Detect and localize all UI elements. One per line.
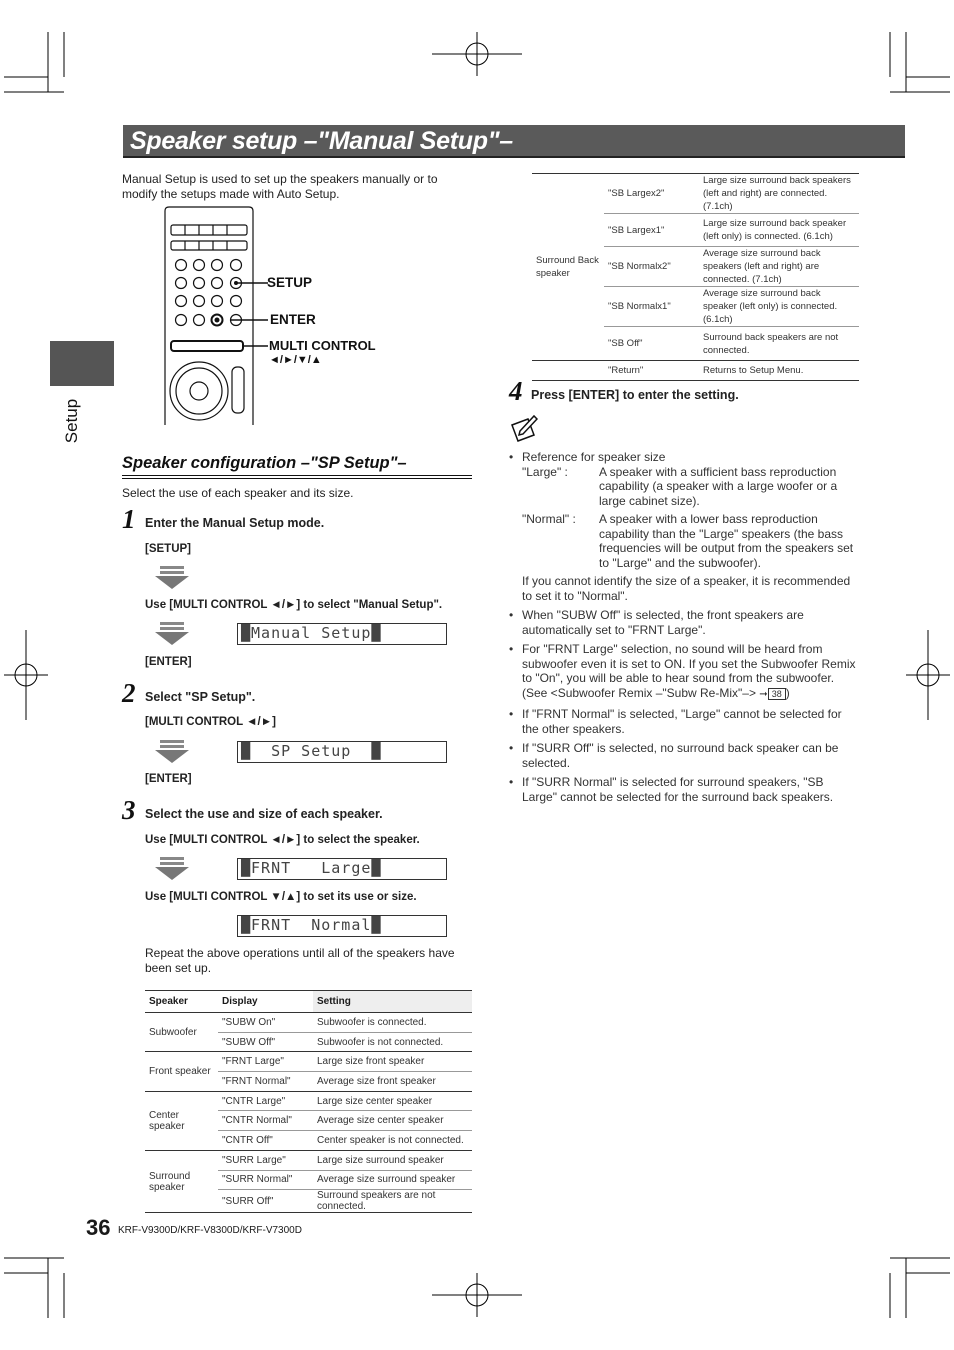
note-reference: Reference for speaker size (522, 450, 666, 464)
table-cell: Large size surround speaker (313, 1150, 472, 1170)
table-cell: "SUBW On" (218, 1013, 313, 1033)
memo-pencil-icon (508, 413, 538, 443)
table-row-return (532, 360, 859, 380)
table-row (532, 174, 859, 214)
table-row (145, 1091, 472, 1111)
step-2-number: 2 (122, 678, 136, 708)
remote-callout-lines (230, 275, 270, 355)
page-ref-link[interactable]: 38 (768, 688, 786, 700)
speaker-table (145, 990, 472, 1213)
surround-back-table (532, 173, 859, 381)
table-cell-speaker: Center speaker (145, 1091, 218, 1150)
notes: • Reference for speaker size "Large" : A speaker with a sufficient bass reproduction capability (a speaker with a large woofer or a large cabinet size). "Normal" : A speaker with a lower bass reproduction capability than the "Large" speakers (the bass frequencies will be output from the speakers set to "Large" and the subwoofer). If you cannot identify the size of a speaker, it is recommended to set it to "Normal". • When "SUBW Off" is selected, the front speakers are automatically set to "FRNT Large". • For "FRNT Large" selection, no sound will be heard from subwoofer even it is set to ON. If you set the Subwoofer Remix to "On", you will be able to hear sound from the subwoofer. (See <Subwoofer Remix –"Subw Re-Mix"–> ➞ 38 ) • If "FRNT Normal" is selected, "Large" cannot be selected for the other speakers. • If "SURR Off" is selected, no surround back speaker can be selected. • If "SURR Normal" is selected for surround speakers, "SB Large" cannot be selected for the surround back speakers. (509, 450, 859, 804)
lcd-display: █FRNT Normal█ (237, 915, 447, 937)
step-2-key: [MULTI CONTROL ◄/►] (145, 716, 276, 728)
table-cell-speaker: Surround Back speaker (532, 174, 604, 361)
note-surr-normal: If "SURR Normal" is selected for surround speakers, "SB Large" cannot be selected for the surround back speakers. (522, 775, 834, 804)
table-cell: Large size surround back speakers (left and right) are connected. (7.1ch) (699, 174, 859, 214)
bullet: • (509, 450, 514, 464)
table-cell: "SB Normalx1" (604, 287, 699, 327)
down-arrow-icon (155, 622, 189, 646)
table-header: Setting (313, 991, 472, 1013)
sidebar-label (62, 395, 110, 445)
surround-back-table-grid (532, 173, 859, 381)
note-subw-off: When "SUBW Off" is selected, the front speakers are automatically set to "FRNT Large". (522, 608, 804, 637)
step-1-key: [SETUP] (145, 543, 191, 555)
note-normal-term: "Normal" : (522, 512, 576, 526)
table-cell: Average size surround speaker (313, 1170, 472, 1190)
table-header: Display (218, 991, 313, 1013)
step-1-instruction: Use [MULTI CONTROL ◄/►] to select "Manual Setup". (145, 599, 443, 611)
page-title-bar (123, 125, 905, 158)
table-row (145, 1052, 472, 1072)
step-3-instruction-1: Use [MULTI CONTROL ◄/►] to select the speaker. (145, 834, 420, 846)
bullet: • (509, 642, 514, 656)
table-cell-speaker: Subwoofer (145, 1013, 218, 1052)
table-cell: Average size front speaker (313, 1072, 472, 1092)
remote-label-enter: ENTER (270, 312, 316, 327)
table-cell: "FRNT Large" (218, 1052, 313, 1072)
table-cell: Average size surround back speaker (left only) is connected. (6.1ch) (699, 287, 859, 327)
table-cell: Returns to Setup Menu. (699, 360, 859, 380)
bullet: • (509, 608, 514, 622)
table-cell: "SURR Normal" (218, 1170, 313, 1190)
table-cell: "CNTR Large" (218, 1091, 313, 1111)
step-4-title: Press [ENTER] to enter the setting. (531, 388, 739, 402)
remote-label-setup: SETUP (267, 275, 313, 290)
section-title: Speaker configuration –"SP Setup"– (122, 454, 407, 472)
down-arrow-icon (155, 566, 189, 590)
note-identify: If you cannot identify the size of a speaker, it is recommended to set it to "Normal". (522, 574, 851, 603)
model-numbers: KRF-V9300D/KRF-V8300D/KRF-V7300D (118, 1225, 302, 1236)
table-cell-speaker: Front speaker (145, 1052, 218, 1091)
table-row (145, 1013, 472, 1033)
table-cell: Large size front speaker (313, 1052, 472, 1072)
step-3-number: 3 (122, 795, 136, 825)
table-cell: Subwoofer is connected. (313, 1013, 472, 1033)
table-cell: Large size surround back speaker (left only) is connected. (6.1ch) (699, 214, 859, 247)
note-normal-def: A speaker with a lower bass reproduction capability than the "Large" speakers (the bass frequencies will be output from the speakers set to "Large" and the subwoofer). (599, 512, 854, 570)
sidebar-tab (50, 341, 114, 386)
table-cell-empty (532, 360, 604, 380)
step-1-title: Enter the Manual Setup mode. (145, 516, 325, 530)
section-rule (122, 475, 472, 479)
table-header: Speaker (145, 991, 218, 1013)
note-large-def: A speaker with a sufficient bass reproduction capability (a speaker with a large woofer or a large cabinet size). (599, 464, 838, 508)
note-frnt-large: For "FRNT Large" selection, no sound will be heard from subwoofer even it is set to ON. If you set the Subwoofer Remix to "On", you will be able to hear sound from the subwoofer. (See <Subwoofer Remix –"Subw Re-Mix"–> (522, 642, 856, 700)
table-cell: "SB Largex2" (604, 174, 699, 214)
step-2-key-enter: [ENTER] (145, 773, 192, 785)
step-3-repeat: Repeat the above operations until all of the speakers have been set up. (145, 946, 455, 975)
table-cell: "FRNT Normal" (218, 1072, 313, 1092)
remote-label-multi: MULTI CONTROL (269, 338, 376, 353)
table-cell: "SURR Large" (218, 1150, 313, 1170)
step-3-title: Select the use and size of each speaker. (145, 807, 383, 821)
bullet: • (509, 775, 514, 789)
bullet: • (509, 741, 514, 755)
table-cell: "Return" (604, 360, 699, 380)
table-cell: "CNTR Off" (218, 1131, 313, 1151)
page-number: 36 (86, 1215, 111, 1240)
table-cell: Large size center speaker (313, 1091, 472, 1111)
step-2-title: Select "SP Setup". (145, 690, 256, 704)
table-row (145, 1150, 472, 1170)
note-surr-off: If "SURR Off" is selected, no surround back speaker can be selected. (522, 741, 839, 770)
note-large-term: "Large" : (522, 464, 568, 479)
down-arrow-icon (155, 857, 189, 881)
sidebar-label-text: Setup (62, 398, 82, 444)
table-cell: Average size center speaker (313, 1111, 472, 1131)
table-cell: "SURR Off" (218, 1190, 313, 1213)
note-frnt-normal: If "FRNT Normal" is selected, "Large" cannot be selected for the other speakers. (522, 707, 842, 736)
table-cell-speaker: Surround speaker (145, 1150, 218, 1212)
lcd-display: █ SP Setup █ (237, 741, 447, 763)
step-3-instruction-2: Use [MULTI CONTROL ▼/▲] to set its use or size. (145, 891, 417, 903)
step-1-number: 1 (122, 504, 136, 534)
table-cell: Average size surround back speakers (left and right) are connected. (7.1ch) (699, 247, 859, 287)
table-cell: "CNTR Normal" (218, 1111, 313, 1131)
table-cell: "SB Normalx2" (604, 247, 699, 287)
lcd-display: █Manual Setup█ (237, 623, 447, 645)
section-intro: Select the use of each speaker and its size. (122, 486, 354, 500)
intro-text: Manual Setup is used to set up the speakers manually or to modify the setups made with Auto Setup. (122, 172, 438, 201)
table-cell: "SB Off" (604, 327, 699, 360)
remote-label-arrows: ◄/►/▼/▲ (269, 354, 322, 366)
speaker-table-grid (145, 990, 472, 1213)
step-4-number: 4 (509, 376, 523, 406)
table-cell: Center speaker is not connected. (313, 1131, 472, 1151)
step-1-key-enter: [ENTER] (145, 656, 192, 668)
page-title: Speaker setup –"Manual Setup"– (130, 127, 513, 155)
table-cell: "SB Largex1" (604, 214, 699, 247)
lcd-display: █FRNT Large█ (237, 858, 447, 880)
bullet: • (509, 707, 514, 721)
table-cell: Surround back speakers are not connected. (699, 327, 859, 360)
down-arrow-icon (155, 740, 189, 764)
table-cell: Surround speakers are not connected. (313, 1190, 472, 1213)
table-cell: "SUBW Off" (218, 1032, 313, 1052)
table-cell: Subwoofer is not connected. (313, 1032, 472, 1052)
page-ref-arrow-icon: ➞ (759, 688, 768, 700)
